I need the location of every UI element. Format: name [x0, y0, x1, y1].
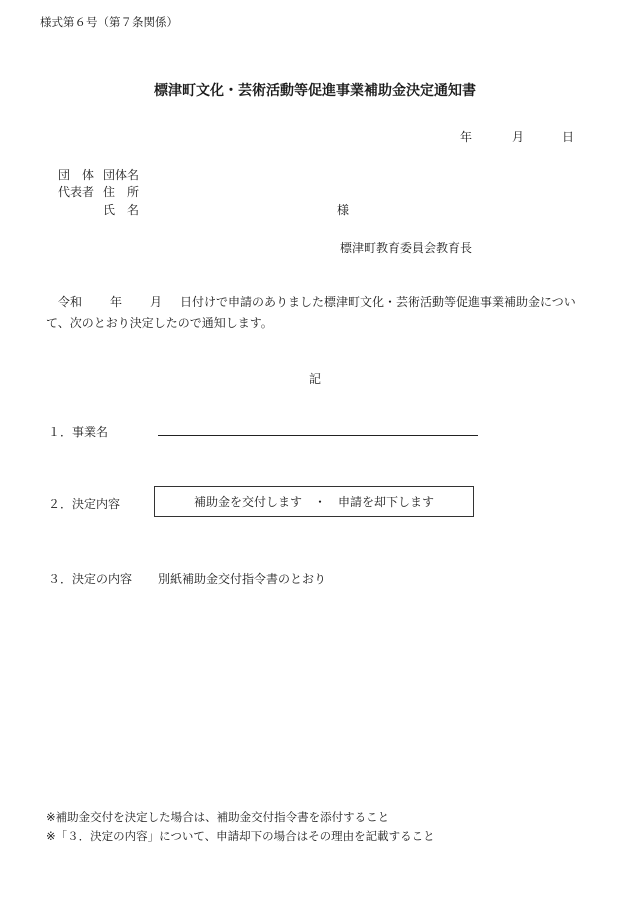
item-2-label: ２．決定内容	[48, 497, 121, 511]
body-era: 令和	[58, 295, 83, 309]
ki-heading: 記	[308, 372, 321, 386]
sender-name: 標津町教育委員会教育長	[340, 241, 473, 255]
body-paragraph	[46, 292, 591, 334]
item-3-label: ３．決定の内容	[48, 572, 133, 586]
decision-box	[154, 486, 474, 517]
document-title: 標津町文化・芸術活動等促進事業補助金決定通知書	[154, 83, 476, 99]
name-label: 氏 名	[103, 203, 140, 217]
address-label: 住 所	[103, 185, 140, 199]
group-name-label: 団体名	[103, 168, 140, 182]
item-1-label: １．事業名	[48, 425, 109, 439]
honorific: 様	[337, 203, 350, 217]
group-label: 団 体	[58, 168, 95, 182]
body-month: 月	[150, 295, 163, 309]
project-name-line	[158, 435, 478, 436]
decision-text: 補助金を交付します ・ 申請を却下します	[193, 495, 434, 509]
body-text: 日付けで申請のありました標津町文化・芸術活動等促進事業補助金について、次のとおり決定したので通知します。	[46, 295, 576, 330]
date-year: 年	[460, 130, 473, 144]
representative-label: 代表者	[58, 185, 95, 199]
body-year: 年	[110, 295, 123, 309]
note-2: ※「３．決定の内容」について、申請却下の場合はその理由を記載すること	[46, 829, 435, 843]
note-1: ※補助金交付を決定した場合は、補助金交付指令書を添付すること	[46, 810, 390, 824]
date-day: 日	[562, 130, 575, 144]
item-3-value: 別紙補助金交付指令書のとおり	[158, 572, 327, 586]
date-month: 月	[512, 130, 525, 144]
form-number: 様式第６号（第７条関係）	[40, 15, 178, 29]
